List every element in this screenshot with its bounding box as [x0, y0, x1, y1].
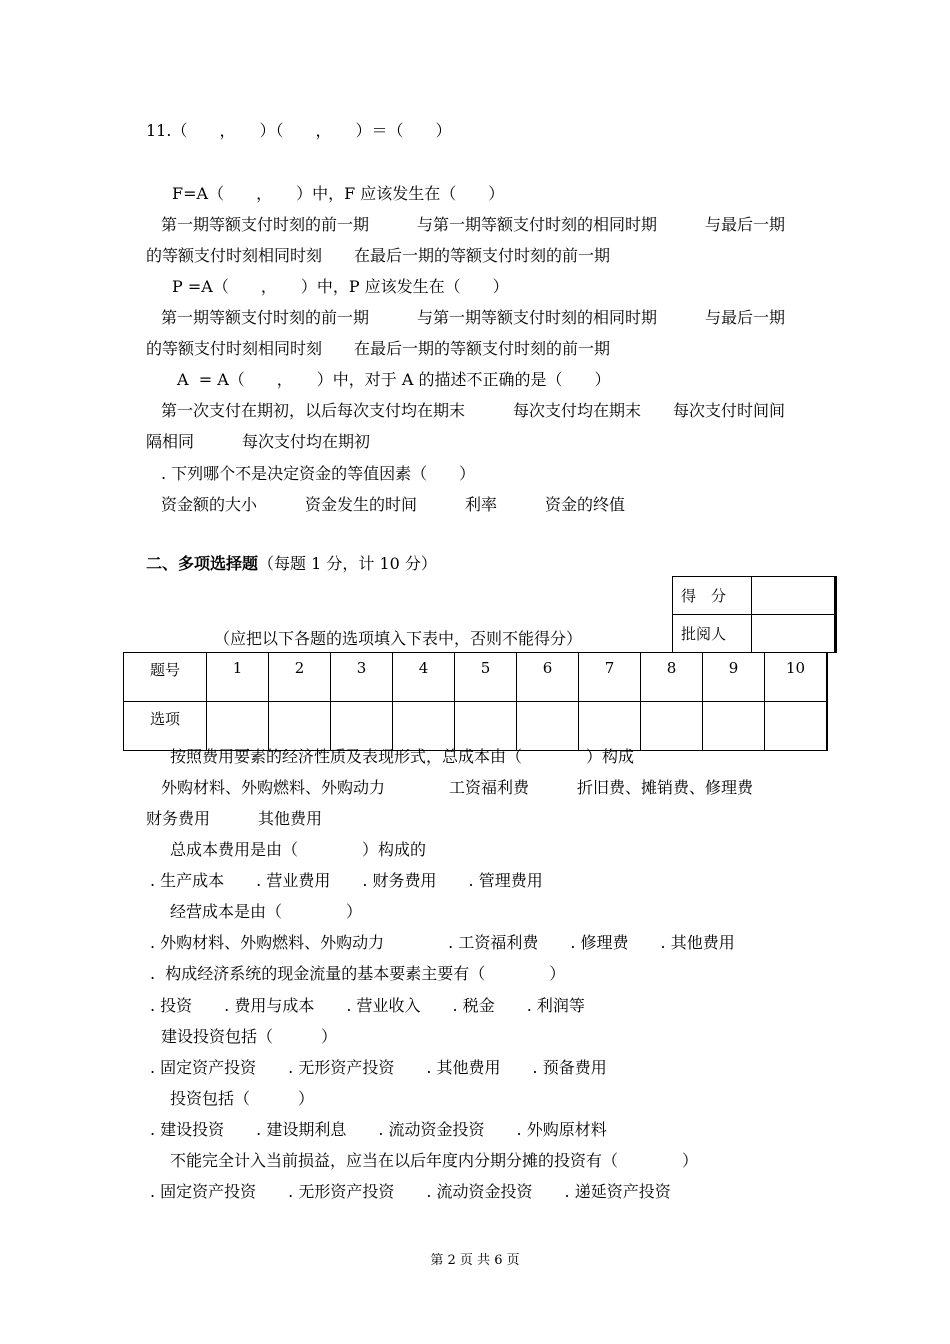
question-line: 不能完全计入当前损益，应当在以后年度内分期分摊的投资有（ ） — [170, 1151, 699, 1170]
option-line: 的等额支付时刻相同时刻 在最后一期的等额支付时刻的前一期 — [146, 246, 611, 265]
question-line: 经营成本是由（ ） — [170, 902, 363, 921]
question-number: 8 — [641, 653, 703, 702]
score-box — [672, 576, 837, 653]
question-number: 2 — [269, 653, 331, 702]
option-line: 第一期等额支付时刻的前一期 与第一期等额支付时刻的相同时期 与最后一期 — [161, 308, 786, 327]
answer-cell[interactable] — [703, 702, 765, 751]
question-line: A = A（ ， ）中，对于 A 的描述不正确的是（ ） — [177, 370, 611, 389]
option-label: 选项 — [124, 702, 207, 751]
answer-cell[interactable] — [207, 702, 269, 751]
answer-cell[interactable] — [579, 702, 641, 751]
page-footer: 第 2 页 共 6 页 — [430, 1253, 520, 1268]
question-11-line: 11.（ ， ）（ ， ）＝（ ） — [146, 121, 452, 140]
option-line: . 固定资产投资 . 无形资产投资 . 流动资金投资 . 递延资产投资 — [150, 1182, 671, 1201]
question-number: 1 — [207, 653, 269, 702]
option-line: . 外购材料、外购燃料、外购动力 . 工资福利费 . 修理费 . 其他费用 — [150, 933, 735, 952]
question-line: . 构成经济系统的现金流量的基本要素主要有（ ） — [150, 964, 566, 983]
option-line: 的等额支付时刻相同时刻 在最后一期的等额支付时刻的前一期 — [146, 339, 611, 358]
question-number: 6 — [517, 653, 579, 702]
answer-cell[interactable] — [455, 702, 517, 751]
score-cell[interactable] — [752, 577, 836, 615]
section-heading — [146, 554, 437, 574]
question-number: 9 — [703, 653, 765, 702]
section-note: （每题 1 分，计 10 分） — [258, 554, 437, 573]
question-number: 4 — [393, 653, 455, 702]
answer-table-option-row — [124, 702, 828, 751]
table-instruction: （应把以下各题的选项填入下表中，否则不能得分） — [214, 629, 583, 648]
question-number: 3 — [331, 653, 393, 702]
answer-cell[interactable] — [393, 702, 455, 751]
answer-cell[interactable] — [269, 702, 331, 751]
question-line: 总成本费用是由（ ）构成的 — [170, 840, 427, 859]
option-line: 隔相同 每次支付均在期初 — [146, 432, 371, 451]
option-line: 外购材料、外购燃料、外购动力 工资福利费 折旧费、摊销费、修理费 — [161, 778, 754, 797]
option-line: . 固定资产投资 . 无形资产投资 . 其他费用 . 预备费用 — [150, 1058, 607, 1077]
question-line: . 下列哪个不是决定资金的等值因素（ ） — [161, 464, 476, 483]
answer-cell[interactable] — [331, 702, 393, 751]
question-line: 投资包括（ ） — [170, 1089, 315, 1108]
score-label: 得 分 — [673, 577, 752, 615]
question-line: 建设投资包括（ ） — [161, 1027, 338, 1046]
question-number: 10 — [765, 653, 828, 702]
answer-cell[interactable] — [517, 702, 579, 751]
answer-table — [123, 652, 828, 751]
grader-cell[interactable] — [752, 615, 836, 653]
question-number: 5 — [455, 653, 517, 702]
option-line: 第一次支付在期初，以后每次支付均在期末 每次支付均在期末 每次支付时间间 — [161, 401, 786, 420]
question-line: 按照费用要素的经济性质及表现形式，总成本由（ ）构成 — [170, 747, 635, 766]
option-line: . 建设投资 . 建设期利息 . 流动资金投资 . 外购原材料 — [150, 1120, 607, 1139]
option-line: 第一期等额支付时刻的前一期 与第一期等额支付时刻的相同时期 与最后一期 — [161, 215, 786, 234]
option-line: 财务费用 其他费用 — [146, 809, 323, 828]
option-line: . 生产成本 . 营业费用 . 财务费用 . 管理费用 — [150, 871, 543, 890]
question-line: F=A（ ， ）中，F 应该发生在（ ） — [172, 184, 505, 203]
section-title: 二、多项选择题 — [146, 554, 259, 573]
grader-label: 批阅人 — [673, 615, 752, 653]
answer-cell[interactable] — [641, 702, 703, 751]
question-number-label: 题号 — [124, 653, 207, 702]
answer-cell[interactable] — [765, 702, 828, 751]
option-line: . 投资 . 费用与成本 . 营业收入 . 税金 . 利润等 — [150, 996, 585, 1015]
answer-table-header-row — [124, 653, 828, 702]
question-line: P =A（ ， ）中，P 应该发生在（ ） — [172, 277, 509, 296]
option-line: 资金额的大小 资金发生的时间 利率 资金的终值 — [161, 495, 626, 514]
question-number: 7 — [579, 653, 641, 702]
